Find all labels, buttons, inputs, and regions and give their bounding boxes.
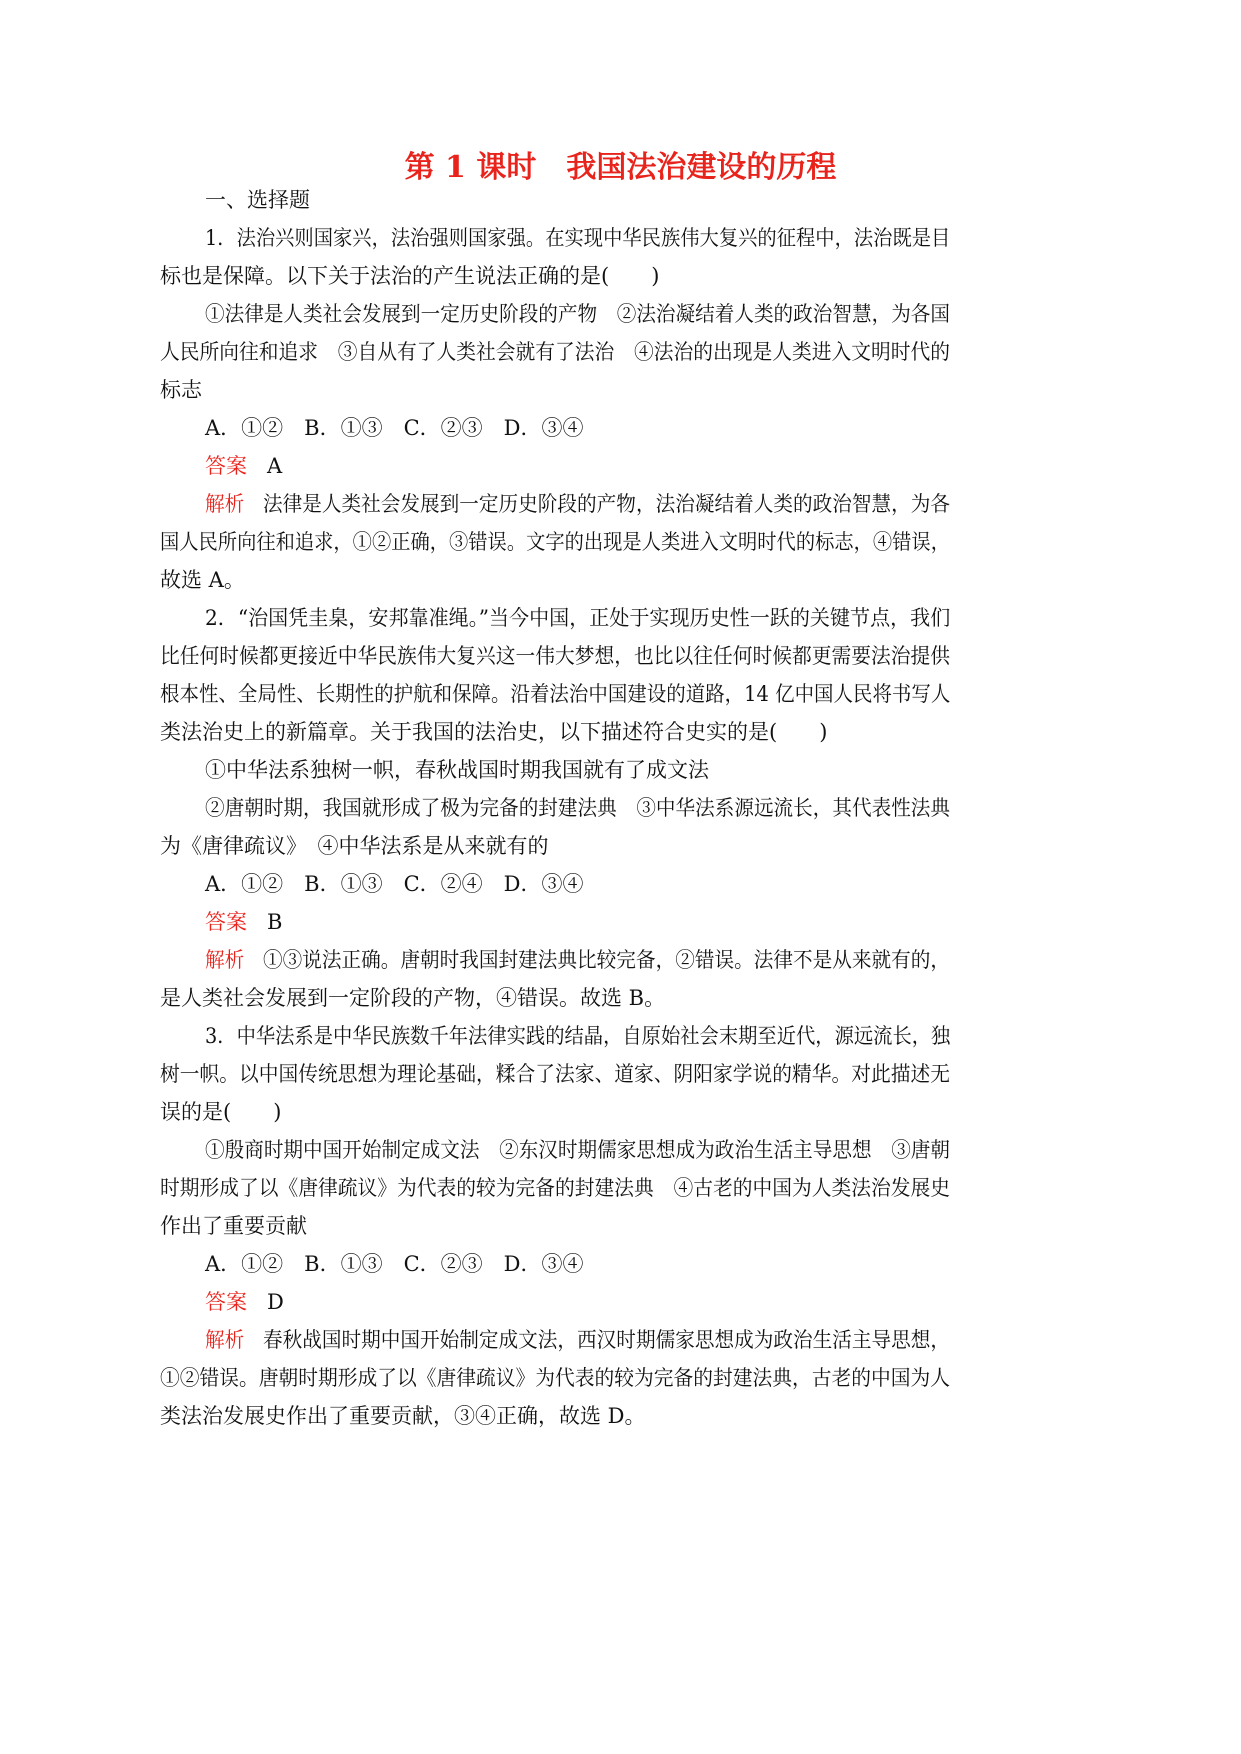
question-2-analysis-line-2: 是人类社会发展到一定阶段的产物，④错误。故选 B。	[160, 986, 666, 1010]
question-1-analysis-line-2: 国人民所向往和追求，①②正确，③错误。文字的出现是人类进入文明时代的标志，④错误，	[160, 530, 950, 554]
question-3-statement-line-3: 作出了重要贡献	[160, 1214, 307, 1238]
answer-value: B	[267, 910, 283, 934]
analysis-label: 解析	[205, 1328, 245, 1352]
question-1-analysis-line-1	[205, 489, 950, 519]
question-2-stem-line-3: 根本性、全局性、长期性的护航和保障。沿着法治中国建设的道路，14 亿中国人民将书写人	[160, 682, 951, 706]
question-3-analysis-line-2: ①②错误。唐朝时期形成了以《唐律疏议》为代表的较为完备的封建法典，古老的中国为人	[160, 1366, 951, 1390]
answer-label: 答案	[205, 454, 247, 478]
question-3-answer	[205, 1287, 284, 1317]
question-2-stem-line-2: 比任何时候都更接近中华民族伟大复兴这一伟大梦想，也比以往任何时候都更需要法治提供	[160, 644, 951, 668]
question-2-statement-line-3: 为《唐律疏议》 ④中华法系是从来就有的	[160, 834, 549, 858]
question-1-statement-line-1: ①法律是人类社会发展到一定历史阶段的产物 ②法治凝结着人类的政治智慧，为各国	[205, 302, 951, 326]
question-2-stem-line-4: 类法治史上的新篇章。关于我国的法治史，以下描述符合史实的是( )	[160, 720, 828, 744]
question-2-answer	[205, 907, 282, 937]
section-heading: 一、选择题	[205, 188, 310, 212]
question-2-statement-line-2: ②唐朝时期，我国就形成了极为完备的封建法典 ③中华法系源远流长，其代表性法典	[205, 796, 951, 820]
question-1-stem-line-1: 1．法治兴则国家兴，法治强则国家强。在实现中华民族伟大复兴的征程中，法治既是目	[205, 226, 951, 250]
analysis-text: 法律是人类社会发展到一定历史阶段的产物，法治凝结着人类的政治智慧，为各	[262, 492, 951, 516]
analysis-text: 春秋战国时期中国开始制定成文法，西汉时期儒家思想成为政治生活主导思想，	[262, 1328, 951, 1352]
question-1-answer	[205, 451, 282, 481]
question-3-stem-line-2: 树一帜。以中国传统思想为理论基础，糅合了法家、道家、阴阳家学说的精华。对此描述无	[160, 1062, 951, 1086]
question-3-analysis-line-3: 类法治发展史作出了重要贡献，③④正确，故选 D。	[160, 1404, 646, 1428]
answer-value: D	[267, 1290, 284, 1314]
page-title: 第 1 课时 我国法治建设的历程	[404, 150, 837, 185]
question-2-analysis-line-1	[205, 945, 950, 975]
analysis-label: 解析	[205, 492, 245, 516]
question-1-stem-line-2: 标也是保障。以下关于法治的产生说法正确的是( )	[160, 264, 660, 288]
question-3-stem-line-1: 3．中华法系是中华民族数千年法律实践的结晶，自原始社会末期至近代，源远流长，独	[205, 1024, 951, 1048]
question-1-statement-line-2: 人民所向往和追求 ③自从有了人类社会就有了法治 ④法治的出现是人类进入文明时代的	[160, 340, 951, 364]
question-3-analysis-line-1	[205, 1325, 950, 1355]
question-1-options: A．①② B．①③ C．②③ D．③④	[205, 416, 584, 440]
question-1-analysis-line-3: 故选 A。	[160, 568, 245, 592]
analysis-label: 解析	[205, 948, 245, 972]
question-2-statement-line-1: ①中华法系独树一帜，春秋战国时期我国就有了成文法	[205, 758, 709, 782]
question-3-options: A．①② B．①③ C．②③ D．③④	[205, 1252, 584, 1276]
question-3-stem-line-3: 误的是( )	[160, 1100, 282, 1124]
question-2-options: A．①② B．①③ C．②④ D．③④	[205, 872, 584, 896]
answer-value: A	[267, 454, 283, 478]
analysis-text: ①③说法正确。唐朝时我国封建法典比较完备，②错误。法律不是从来就有的，	[262, 948, 951, 972]
question-3-statement-line-1: ①殷商时期中国开始制定成文法 ②东汉时期儒家思想成为政治生活主导思想 ③唐朝	[205, 1138, 951, 1162]
question-3-statement-line-2: 时期形成了以《唐律疏议》为代表的较为完备的封建法典 ④古老的中国为人类法治发展史	[160, 1176, 951, 1200]
question-1-statement-line-3: 标志	[160, 378, 202, 402]
question-2-stem-line-1: 2．“治国凭圭臬，安邦靠准绳。”当今中国，正处于实现历史性一跃的关键节点，我们	[205, 606, 951, 630]
answer-label: 答案	[205, 1290, 247, 1314]
answer-label: 答案	[205, 910, 247, 934]
